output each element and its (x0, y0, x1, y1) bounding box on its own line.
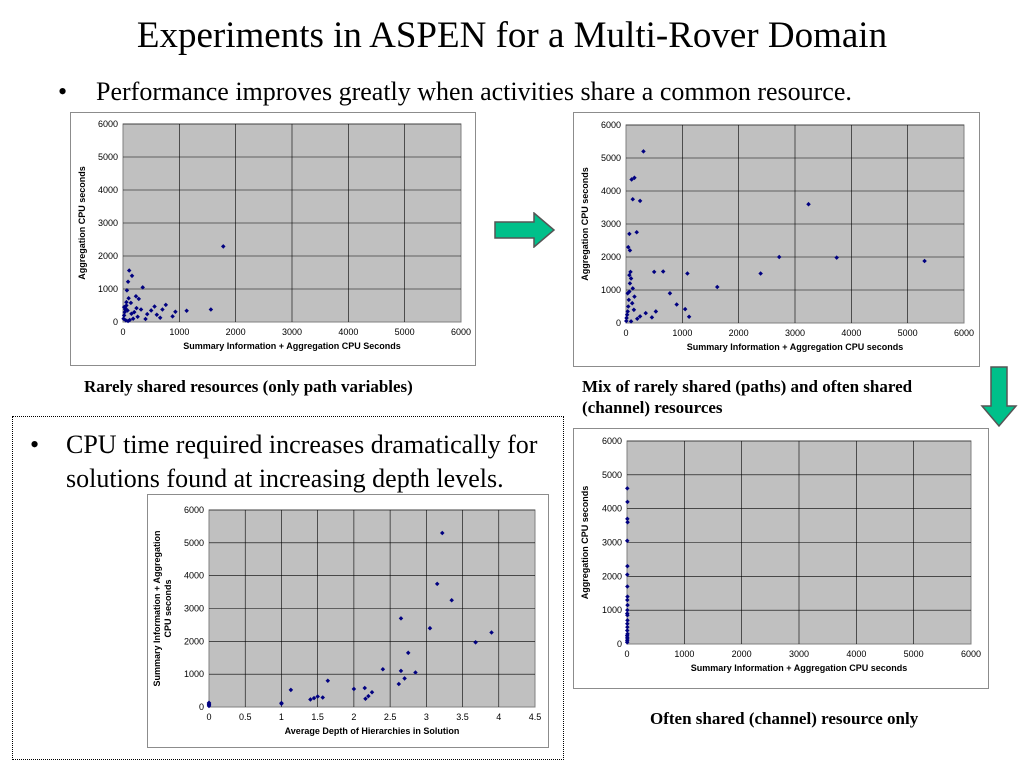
chart-mixed-shared-svg (574, 113, 979, 366)
arrow-down-icon (980, 366, 1018, 428)
chart-mixed-shared (573, 112, 980, 367)
y-tick-label: 5000 (97, 152, 118, 162)
y-tick-label: 1000 (183, 669, 204, 680)
x-tick-label: 5000 (394, 327, 415, 337)
x-tick-label: 5000 (903, 649, 924, 659)
y-axis-label: Aggregation CPU seconds (77, 166, 87, 280)
x-tick-label: 3000 (281, 327, 303, 337)
arrow-right-icon (494, 212, 556, 248)
x-tick-label: 3 (423, 712, 429, 722)
caption-often-shared: Often shared (channel) resource only (650, 709, 919, 728)
y-tick-label: 2000 (600, 252, 621, 262)
y-tick-label: 4000 (601, 503, 622, 514)
y-tick-label: 1000 (97, 284, 118, 294)
y-tick-label: 2000 (183, 636, 204, 647)
bullet-performance-text: Performance improves greatly when activities share a common resource. (96, 77, 852, 106)
y-tick-label: 1000 (601, 605, 622, 616)
chart-depth (147, 494, 549, 748)
caption-rarely-shared: Rarely shared resources (only path variables) (84, 377, 413, 396)
y-tick-label: 6000 (97, 119, 118, 129)
x-tick-label: 2000 (225, 327, 246, 337)
y-tick-label: 6000 (600, 120, 621, 130)
x-tick-label: 4000 (841, 328, 862, 338)
y-tick-label: 4000 (600, 186, 621, 196)
y-tick-label: 3000 (183, 603, 204, 614)
y-tick-label: 1000 (600, 285, 621, 295)
y-tick-label: 0 (615, 318, 621, 328)
y-tick-label: 0 (112, 317, 118, 327)
x-tick-label: 1000 (674, 649, 695, 659)
y-tick-label: 2000 (97, 251, 118, 261)
x-tick-label: 3000 (788, 649, 810, 659)
x-axis-label: Summary Information + Aggregation CPU seconds (686, 342, 904, 352)
x-tick-label: 0 (624, 649, 630, 659)
y-tick-label: 0 (616, 639, 622, 649)
bullet-cpu-time-text: CPU time required increases dramatically for solutions found at increasing depth levels. (66, 430, 538, 493)
x-tick-label: 2000 (731, 649, 752, 659)
y-tick-label: 6000 (601, 436, 622, 446)
y-tick-label: 3000 (600, 219, 621, 229)
y-tick-label: 5000 (183, 537, 204, 548)
x-tick-label: 4000 (338, 327, 359, 337)
x-tick-label: 0 (120, 327, 126, 337)
y-tick-label: 5000 (601, 469, 622, 480)
y-tick-label: 2000 (601, 571, 622, 582)
bullet-symbol-2: • (30, 430, 40, 459)
x-axis-label: Average Depth of Hierarchies in Solution (284, 726, 460, 736)
x-tick-label: 4000 (846, 649, 867, 659)
x-tick-label: 1000 (169, 327, 190, 337)
x-tick-label: 4.5 (528, 712, 542, 722)
x-tick-label: 3000 (784, 328, 806, 338)
x-tick-label: 1 (278, 712, 284, 722)
x-tick-label: 5000 (897, 328, 918, 338)
y-tick-label: 3000 (97, 218, 118, 228)
x-tick-label: 6000 (450, 327, 472, 337)
y-tick-label: 4000 (183, 570, 204, 581)
x-tick-label: 6000 (960, 649, 982, 659)
chart-often-shared-svg (574, 429, 988, 688)
y-tick-label: 3000 (601, 537, 622, 548)
x-tick-label: 2 (351, 712, 357, 722)
x-tick-label: 0 (623, 328, 629, 338)
chart-rarely-shared-svg (71, 113, 475, 365)
x-tick-label: 3.5 (456, 712, 469, 722)
slide-title: Experiments in ASPEN for a Multi-Rover Domain (136, 15, 888, 56)
y-tick-label: 0 (198, 702, 204, 712)
x-tick-label: 0 (206, 712, 212, 722)
y-tick-label: 4000 (97, 185, 118, 195)
y-axis-label: Aggregation CPU seconds (580, 485, 590, 600)
y-tick-label: 5000 (600, 153, 621, 163)
x-tick-label: 1000 (672, 328, 693, 338)
chart-depth-svg (148, 495, 548, 747)
chart-rarely-shared (70, 112, 476, 366)
x-axis-label: Summary Information + Aggregation CPU seconds (690, 663, 908, 673)
y-axis-label: Summary Information + AggregationCPU seconds (152, 530, 173, 687)
x-axis-label: Summary Information + Aggregation CPU Seconds (183, 341, 401, 351)
y-tick-label: 6000 (183, 505, 204, 515)
bullet-symbol: • (58, 77, 68, 106)
bullet-performance (58, 76, 852, 108)
y-axis-label: Aggregation CPU seconds (580, 167, 590, 281)
x-tick-label: 4 (496, 712, 502, 722)
x-tick-label: 2000 (728, 328, 749, 338)
x-tick-label: 6000 (953, 328, 975, 338)
x-tick-label: 0.5 (238, 712, 252, 722)
chart-often-shared (573, 428, 989, 689)
x-tick-label: 1.5 (311, 712, 324, 722)
x-tick-label: 2.5 (383, 712, 397, 722)
caption-mixed-shared: Mix of rarely shared (paths) and often shared (channel) resources (582, 377, 913, 417)
